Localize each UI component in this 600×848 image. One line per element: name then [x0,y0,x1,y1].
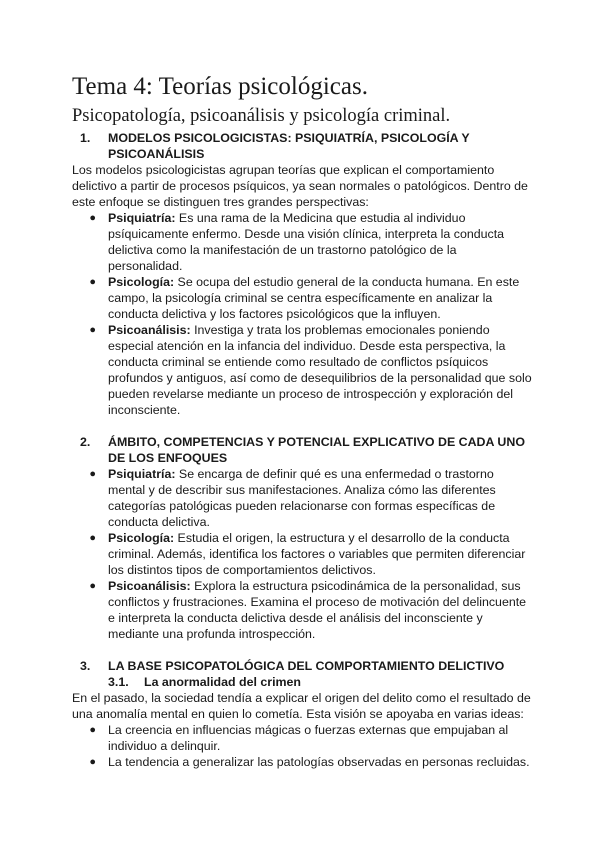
section-heading-text: LA BASE PSICOPATOLÓGICA DEL COMPORTAMIENTO DELICTIVO [108,659,505,673]
list-item [72,722,532,754]
list-item [72,754,532,770]
section-1-list [72,210,532,418]
list-item [72,322,532,418]
item-term: Psicoanálisis: [108,579,191,593]
subsection-heading-text: La anormalidad del crimen [144,675,301,689]
section-2-heading [72,434,532,466]
item-text: La tendencia a generalizar las patologías observadas en personas recluidas. [108,755,530,769]
bullet-icon: ● [89,724,96,736]
subsection-3-1-heading [72,674,532,690]
list-item [72,274,532,322]
subsection-number: 3.1. [108,675,129,689]
section-2-list [72,466,532,642]
list-item [72,466,532,530]
section-heading-text: MODELOS PSICOLOGICISTAS: PSIQUIATRÍA, PSICOLOGÍA Y PSICOANÁLISIS [108,131,470,161]
bullet-icon: ● [89,324,96,336]
bullet-icon: ● [89,532,96,544]
list-item [72,578,532,642]
section-number: 2. [80,435,91,449]
section-1-intro: Los modelos psicologicistas agrupan teorías que explican el comportamiento delictivo a partir de procesos psíquicos, ya sean normales o patológicos. Dentro de este enfoque se distinguen tres grandes perspectivas: [72,163,528,209]
item-term: Psicología: [108,275,175,289]
item-text: Se ocupa del estudio general de la conducta humana. En este campo, la psicología criminal se centra específicamente en analizar la conducta delictiva y los factores psicológicos que la influyen. [108,275,520,321]
section-1-heading [72,130,532,162]
section-3-intro: En el pasado, la sociedad tendía a explicar el origen del delito como el resultado de una anomalía mental en quien lo cometía. Esta visión se apoyaba en varias ideas: [72,691,531,721]
bullet-icon: ● [89,276,96,288]
item-term: Psicoanálisis: [108,323,191,337]
bullet-icon: ● [89,580,96,592]
section-heading-text: ÁMBITO, COMPETENCIAS Y POTENCIAL EXPLICATIVO DE CADA UNO DE LOS ENFOQUES [108,435,525,465]
document-title: Tema 4: Teorías psicológicas. [72,73,368,100]
item-text: Es una rama de la Medicina que estudia al individuo psíquicamente enfermo. Desde una visión clínica, interpreta la conducta delictiva como la manifestación de un trastorno patológico de la personalidad. [108,211,505,273]
document-subtitle: Psicopatología, psicoanálisis y psicología criminal. [72,106,451,126]
item-term: Psicología: [108,531,175,545]
item-text: Explora la estructura psicodinámica de la personalidad, sus conflictos y frustraciones. Examina el proceso de motivación del delincuente e interpreta la conducta delictiva desde el análisis del inconsciente y mediante una profunda introspección. [108,579,527,641]
section-number: 1. [80,131,91,145]
item-text: La creencia en influencias mágicas o fuerzas externas que empujaban al individuo a delinquir. [108,723,509,753]
section-3-list [72,722,532,770]
list-item [72,210,532,274]
section-number: 3. [80,659,91,673]
section-3-heading [72,658,532,674]
item-term: Psiquiatría: [108,211,176,225]
bullet-icon: ● [89,756,96,768]
item-text: Investiga y trata los problemas emocionales poniendo especial atención en la infancia del individuo. Desde esta perspectiva, la conducta criminal se entiende como resultado de conflictos psíquicos profundos y antiguos, así como de desequilibrios de la personalidad que solo pueden revelarse mediante un proceso de introspección y exploración del inconsciente. [108,323,532,417]
bullet-icon: ● [89,212,96,224]
bullet-icon: ● [89,468,96,480]
list-item [72,530,532,578]
item-text: Se encarga de definir qué es una enfermedad o trastorno mental y de describir sus manifestaciones. Analiza cómo las diferentes categorías patológicas pueden relacionarse con formas específicas de conducta delictiva. [108,467,496,529]
item-term: Psiquiatría: [108,467,176,481]
document-body [72,130,532,770]
item-text: Estudia el origen, la estructura y el desarrollo de la conducta criminal. Además, identifica los factores o variables que permiten diferenciar los distintos tipos de comportamientos delictivos. [108,531,526,577]
